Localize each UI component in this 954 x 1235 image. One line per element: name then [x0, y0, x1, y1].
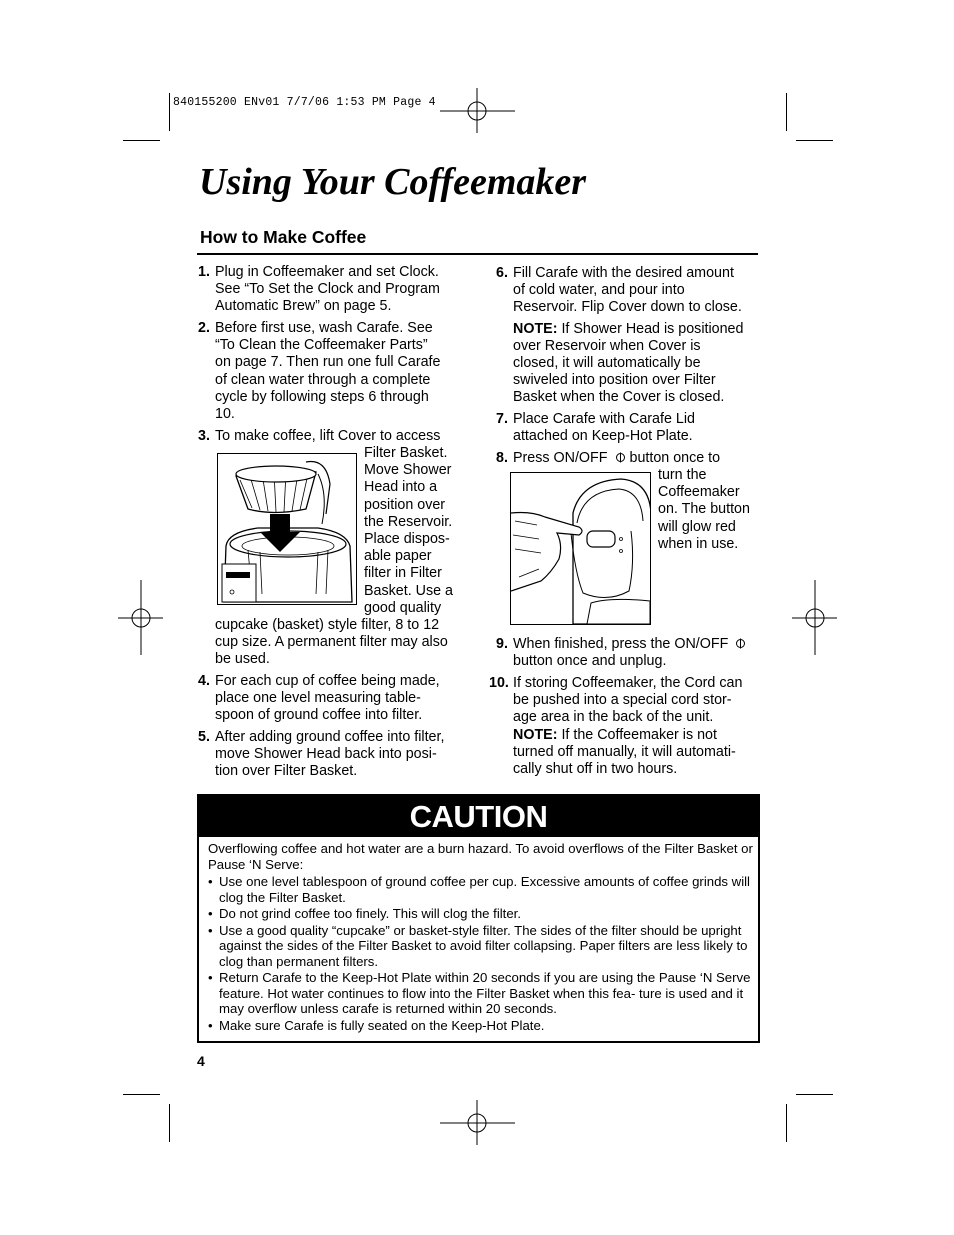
step-line: age area in the back of the unit.: [513, 709, 714, 726]
print-slug: 840155200 ENv01 7/7/06 1:53 PM Page 4: [173, 96, 436, 109]
crop-mark: [786, 93, 787, 131]
step-line: Basket when the Cover is closed.: [513, 389, 725, 406]
caution-bullet: • Use a good quality “cupcake” or basket-style filter. The sides of the filter should be upright against the sides of the Filter Basket to avoid filter collapsing. Paper filters are less likely to clog than permanent filters.: [208, 922, 748, 969]
section-rule: [197, 253, 758, 255]
registration-crosshair-icon: [792, 580, 838, 656]
step-line: swiveled into position over Filter: [513, 372, 716, 389]
caution-list: [208, 874, 756, 1033]
step-line: If storing Coffeemaker, the Cord can: [513, 675, 743, 691]
step-line: be used.: [215, 651, 270, 668]
step-line: Reservoir. Flip Cover down to close.: [513, 299, 742, 316]
registration-crosshair-icon: [440, 88, 516, 134]
step-line: Fill Carafe with the desired amount: [513, 265, 734, 281]
step-line: Coffeemaker: [658, 484, 740, 501]
step-line: will glow red: [658, 518, 736, 535]
crop-mark: [169, 1104, 170, 1142]
step-line: over Reservoir when Cover is: [513, 337, 701, 354]
crop-mark: [786, 1104, 787, 1142]
power-icon: [735, 638, 746, 649]
step-number: 7.: [496, 411, 508, 427]
caution-bullet: • Make sure Carafe is fully seated on the Keep-Hot Plate.: [208, 1017, 545, 1033]
caution-bullet: • Return Carafe to the Keep-Hot Plate within 20 seconds if you are using the Pause ‘N Serve feature. Hot water continues to flow into the Filter Basket when this fea- ture is used and it may overflow unless carafe is returned within 20 seconds.: [208, 970, 751, 1016]
crop-mark: [169, 93, 170, 131]
step-line: move Shower Head back into posi-: [215, 746, 437, 763]
step-line: position over: [364, 496, 446, 513]
step-line: tion over Filter Basket.: [215, 763, 358, 780]
step-line: when in use.: [658, 535, 739, 552]
step-number: 2.: [198, 320, 210, 336]
caution-body: [208, 841, 756, 1034]
step-number: 10.: [489, 675, 509, 691]
step-line: of cold water, and pour into: [513, 282, 685, 299]
step-line: the Reservoir.: [364, 513, 453, 530]
filter-basket-illustration: [217, 453, 357, 605]
crop-mark: [796, 1094, 833, 1095]
step-line: on page 7. Then run one full Carafe: [215, 354, 441, 371]
step-line: cup size. A permanent filter may also: [215, 634, 448, 651]
step-line: closed, it will automatically be: [513, 355, 701, 372]
step-number: 5.: [198, 729, 210, 745]
crop-mark: [796, 140, 833, 141]
step-line: attached on Keep-Hot Plate.: [513, 428, 693, 445]
step-line: of clean water through a complete: [215, 371, 431, 388]
crop-mark: [123, 140, 160, 141]
step-line: filter in Filter: [364, 565, 442, 582]
power-icon: [615, 452, 626, 463]
step-line: 10.: [215, 406, 235, 423]
step-line: able paper: [364, 548, 432, 565]
step-number: 9.: [496, 636, 508, 652]
step-line: cally shut off in two hours.: [513, 761, 678, 778]
caution-box: [197, 794, 760, 1043]
note-label: NOTE:: [513, 726, 558, 743]
step-number: 3.: [198, 428, 210, 444]
step-line: After adding ground coffee into filter,: [215, 729, 445, 745]
step-line: turned off manually, it will automati-: [513, 743, 736, 760]
step-line: button once to: [625, 450, 721, 466]
page-number: 4: [197, 1053, 205, 1069]
step-line: Move Shower: [364, 462, 452, 479]
page-title: Using Your Coffeemaker: [199, 161, 587, 203]
step-number: 6.: [496, 265, 508, 281]
caution-intro: Overflowing coffee and hot water are a burn hazard. To avoid overflows of the Filter Basket or Pause ‘N Serve:: [208, 841, 753, 872]
step-line: good quality: [364, 599, 442, 616]
step-line: If Shower Head is positioned: [557, 320, 744, 337]
step-line: spoon of ground coffee into filter.: [215, 707, 423, 724]
step-line: cycle by following steps 6 through: [215, 388, 429, 405]
step-line: Before first use, wash Carafe. See: [215, 320, 433, 336]
step-line: See “To Set the Clock and Program: [215, 281, 440, 298]
note-label: NOTE:: [513, 320, 558, 337]
step-line: on. The button: [658, 501, 750, 518]
step-line: be pushed into a special cord stor-: [513, 692, 732, 709]
step-line: To make coffee, lift Cover to access: [215, 428, 441, 444]
step-line: place one level measuring table-: [215, 690, 421, 707]
step-number: 4.: [198, 673, 210, 689]
step-line: Filter Basket.: [364, 445, 448, 461]
step-line: Head into a: [364, 479, 438, 496]
step-line: Automatic Brew” on page 5.: [215, 298, 392, 315]
step-line: turn the: [658, 467, 707, 483]
caution-bullet: • Use one level tablespoon of ground coffee per cup. Excessive amounts of coffee grinds will clog the Filter Basket.: [208, 874, 750, 905]
step-number: 8.: [496, 450, 508, 466]
step-line: Plug in Coffeemaker and set Clock.: [215, 264, 439, 280]
step-line: Basket. Use a: [364, 582, 453, 599]
caution-bullet: • Do not grind coffee too finely. This will clog the filter.: [208, 906, 522, 921]
step-line: “To Clean the Coffeemaker Parts”: [215, 337, 428, 354]
step-line: cupcake (basket) style filter, 8 to 12: [215, 617, 440, 633]
step-line: Press ON/OFF: [513, 450, 608, 466]
caution-heading: CAUTION: [199, 796, 758, 837]
step-number: 1.: [198, 264, 210, 280]
step-line: button once and unplug.: [513, 653, 667, 670]
step-line: For each cup of coffee being made,: [215, 673, 440, 689]
step-line: When finished, press the ON/OFF: [513, 636, 729, 652]
registration-crosshair-icon: [440, 1100, 516, 1146]
section-heading: How to Make Coffee: [200, 227, 367, 247]
step-line: Place dispos-: [364, 531, 450, 548]
registration-crosshair-icon: [118, 580, 164, 656]
step-line: If the Coffeemaker is not: [557, 726, 717, 743]
step-line: Place Carafe with Carafe Lid: [513, 411, 695, 427]
crop-mark: [123, 1094, 160, 1095]
press-power-button-illustration: [510, 472, 651, 625]
